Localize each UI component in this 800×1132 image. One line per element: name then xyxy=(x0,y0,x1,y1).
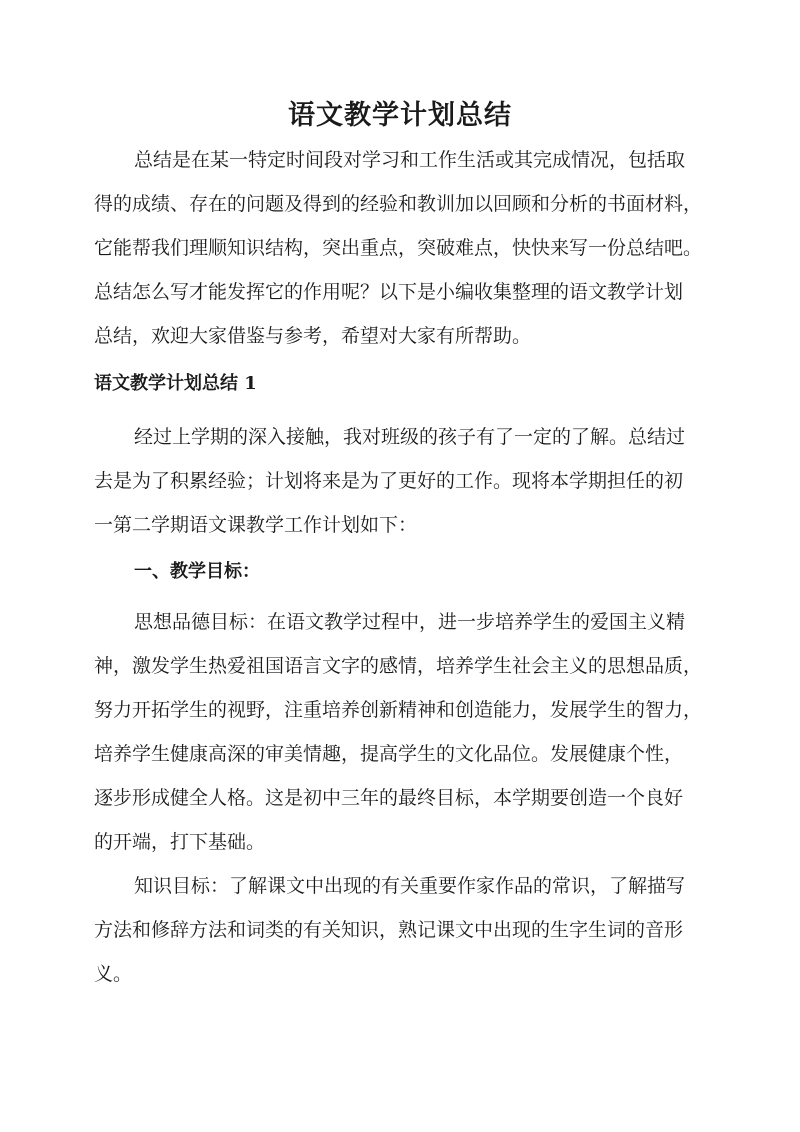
paragraph-line: 总结怎么写才能发挥它的作用呢？以下是小编收集整理的语文教学计划 xyxy=(94,281,684,303)
teaching-goals-heading: 一、教学目标： xyxy=(134,561,260,582)
paragraph-line: 的开端，打下基础。 xyxy=(94,831,266,853)
intro-paragraph xyxy=(94,138,714,358)
paragraph-line: 培养学生健康高深的审美情趣，提高学生的文化品位。发展健康个性， xyxy=(94,743,684,765)
paragraph-line: 义。 xyxy=(94,963,133,985)
paragraph-line: 它能帮我们理顺知识结构，突出重点，突破难点，快快来写一份总结吧。 xyxy=(94,237,703,259)
paragraph-line: 努力开拓学生的视野，注重培养创新精神和创造能力，发展学生的智力， xyxy=(94,699,703,721)
paragraph-line: 思想品德目标：在语文教学过程中，进一步培养学生的爱国主义精 xyxy=(134,611,686,633)
paragraph-line: 一第二学期语文课教学工作计划如下： xyxy=(94,514,418,536)
section-intro-paragraph xyxy=(94,415,714,547)
paragraph-line: 逐步形成健全人格。这是初中三年的最终目标，本学期要创造一个良好 xyxy=(94,787,684,809)
paragraph-line: 方法和修辞方法和词类的有关知识，熟记课文中出现的生字生词的音形 xyxy=(94,919,684,941)
paragraph-line: 得的成绩、存在的问题及得到的经验和教训加以回顾和分析的书面材料， xyxy=(94,193,703,215)
paragraph-line: 去是为了积累经验；计划将来是为了更好的工作。现将本学期担任的初 xyxy=(94,470,684,492)
moral-goal-paragraph xyxy=(94,600,714,864)
knowledge-goal-paragraph xyxy=(94,864,714,996)
section-heading: 语文教学计划总结 1 xyxy=(94,373,257,394)
paragraph-line: 总结，欢迎大家借鉴与参考，希望对大家有所帮助。 xyxy=(94,325,532,347)
document-title: 语文教学计划总结 xyxy=(288,100,512,131)
paragraph-line: 总结是在某一特定时间段对学习和工作生活或其完成情况，包括取 xyxy=(134,149,686,171)
paragraph-line: 知识目标：了解课文中出现的有关重要作家作品的常识，了解描写 xyxy=(134,875,686,897)
paragraph-line: 经过上学期的深入接触，我对班级的孩子有了一定的了解。总结过 xyxy=(134,426,686,448)
paragraph-line: 神，激发学生热爱祖国语言文字的感情，培养学生社会主义的思想品质， xyxy=(94,655,703,677)
